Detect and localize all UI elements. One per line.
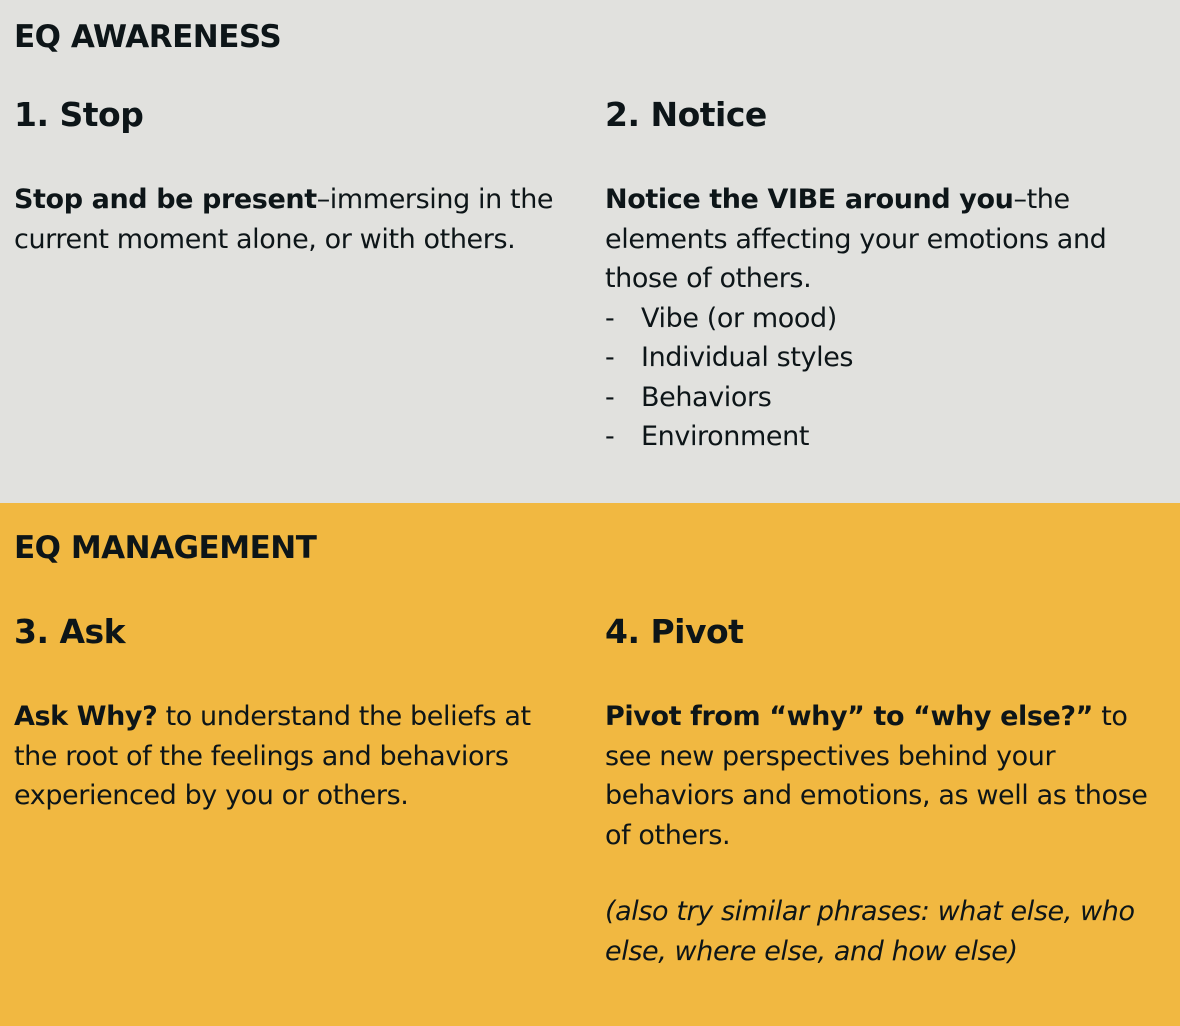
list-item-label: Individual styles (641, 342, 854, 373)
dash-bullet: - (605, 381, 615, 413)
step-notice-bold-phrase: Notice the VIBE around you (605, 184, 1014, 215)
step-ask-description (14, 697, 574, 816)
list-item-label: Vibe (or mood) (641, 302, 837, 334)
dash-bullet: - (605, 342, 615, 373)
step-stop-heading: 1. Stop (14, 95, 144, 134)
step-ask-rest: to understand the beliefs at the root of the feelings and behaviors experienced by you or others. (14, 701, 531, 811)
step-ask (14, 612, 574, 811)
step-ask-bold-phrase: Ask Why? (14, 701, 158, 732)
step-pivot-description (605, 697, 1170, 855)
step-pivot-note: (also try similar phrases: what else, who else, where else, and how else) (605, 896, 1135, 967)
step-pivot (605, 612, 1170, 967)
step-notice-description (605, 180, 1170, 457)
step-ask-heading: 3. Ask (14, 612, 126, 651)
dash-bullet: - (605, 421, 615, 452)
section-title-management: EQ MANAGEMENT (14, 530, 317, 566)
step-notice-intro (605, 180, 1170, 299)
list-item (605, 417, 1170, 457)
eq-awareness-section (0, 0, 1180, 503)
step-pivot-rest: to see new perspectives behind your behaviors and emotions, as well as those of others. (605, 701, 1148, 851)
list-item (605, 338, 1170, 378)
step-stop-rest: –immersing in the current moment alone, or with others. (14, 184, 554, 255)
list-item (605, 299, 1170, 339)
list-item (605, 378, 1170, 418)
step-pivot-heading: 4. Pivot (605, 612, 744, 651)
step-stop-description (14, 180, 574, 259)
dash-bullet: - (605, 302, 615, 334)
list-item-label: Behaviors (641, 381, 772, 413)
step-notice (605, 95, 1170, 452)
section-title-awareness: EQ AWARENESS (14, 19, 282, 55)
eq-management-section (0, 503, 1180, 1026)
step-notice-heading: 2. Notice (605, 95, 767, 134)
step-stop (14, 95, 574, 255)
step-stop-bold-phrase: Stop and be present (14, 184, 317, 215)
vibe-elements-list (605, 299, 1170, 457)
list-item-label: Environment (641, 421, 810, 452)
step-notice-rest: –the elements affecting your emotions and those of others. (605, 184, 1107, 294)
step-pivot-bold-phrase: Pivot from “why” to “why else?” (605, 701, 1094, 732)
